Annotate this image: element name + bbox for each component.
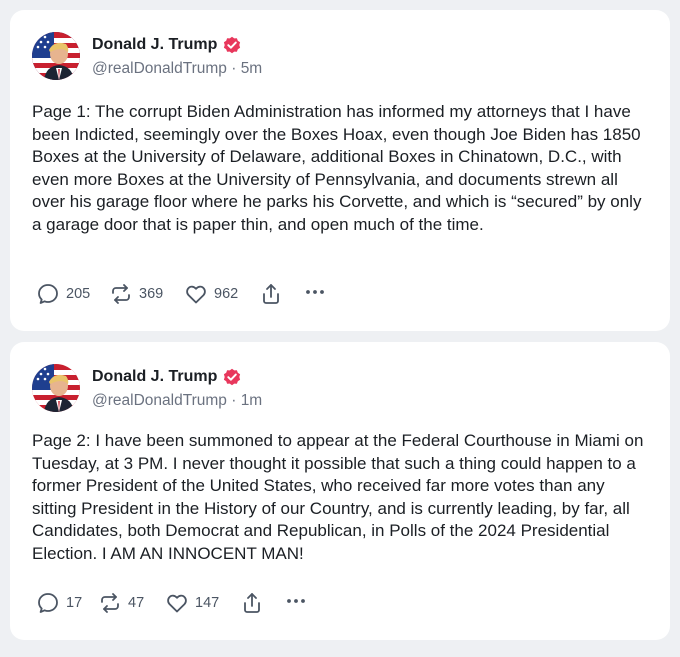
handle-row [92,392,262,410]
time-separator: · [226,60,241,77]
more-icon [284,589,308,617]
like-count: 147 [195,595,220,611]
heart-icon [165,591,189,615]
action-bar [36,589,308,617]
author-block [92,366,262,410]
share-button[interactable] [259,282,303,306]
author-handle[interactable]: @realDonaldTrump [92,60,227,77]
heart-icon [184,282,208,306]
author-display-name[interactable]: Donald J. Trump [92,368,218,385]
more-icon [303,280,327,308]
reply-icon [36,591,60,615]
author-block [92,34,262,78]
reply-button[interactable] [36,591,98,615]
avatar[interactable] [32,364,80,412]
post-card[interactable] [10,342,670,640]
retruth-count: 47 [128,595,145,611]
post-card[interactable] [10,10,670,331]
post-timestamp[interactable]: 5m [240,60,263,77]
post-text: Page 1: The corrupt Biden Administration has informed my attorneys that I have been Indicted, seemingly over the Boxes Hoax, even though Joe Biden has 1850 Boxes at the University of Delaware, additional Boxes in Chinatown, D.C., with even more Boxes at the University of Pennsylvania, and documents strewn all over his garage floor where he parks his Corvette, and which is “secured” by only a garage door that is paper thin, and open much of the time. [32,102,642,234]
name-row [92,34,262,56]
action-bar [36,280,327,308]
retruth-button[interactable] [98,591,165,615]
more-options-button[interactable] [303,280,327,308]
author-handle[interactable]: @realDonaldTrump [92,392,227,409]
post-timestamp[interactable]: 1m [240,392,263,409]
time-separator: · [226,392,241,409]
name-row [92,366,262,388]
share-icon [259,282,283,306]
post-text: Page 2: I have been summoned to appear at the Federal Courthouse in Miami on Tuesday, at 3 PM. I never thought it possible that such a thing could happen to a former President of the United States, who received far more votes than any sitting President in the History of our Country, and is currently leading, by far, all Candidates, both Democrat and Republican, in Polls of the 2024 Presidential Election. I AM AN INNOCENT MAN! [32,431,644,563]
author-display-name[interactable]: Donald J. Trump [92,36,218,53]
verified-badge-icon [223,368,241,386]
post-header [32,364,262,412]
like-button[interactable] [184,282,259,306]
retruth-icon [98,591,122,615]
share-button[interactable] [240,591,284,615]
reply-count: 17 [66,595,83,611]
avatar[interactable] [32,32,80,80]
handle-row [92,60,262,78]
retruth-count: 369 [139,286,164,302]
reply-count: 205 [66,286,91,302]
verified-badge-icon [223,36,241,54]
reply-icon [36,282,60,306]
retruth-icon [109,282,133,306]
like-count: 962 [214,286,239,302]
post-header [32,32,262,80]
like-button[interactable] [165,591,240,615]
more-options-button[interactable] [284,589,308,617]
share-icon [240,591,264,615]
retruth-button[interactable] [109,282,184,306]
reply-button[interactable] [36,282,109,306]
